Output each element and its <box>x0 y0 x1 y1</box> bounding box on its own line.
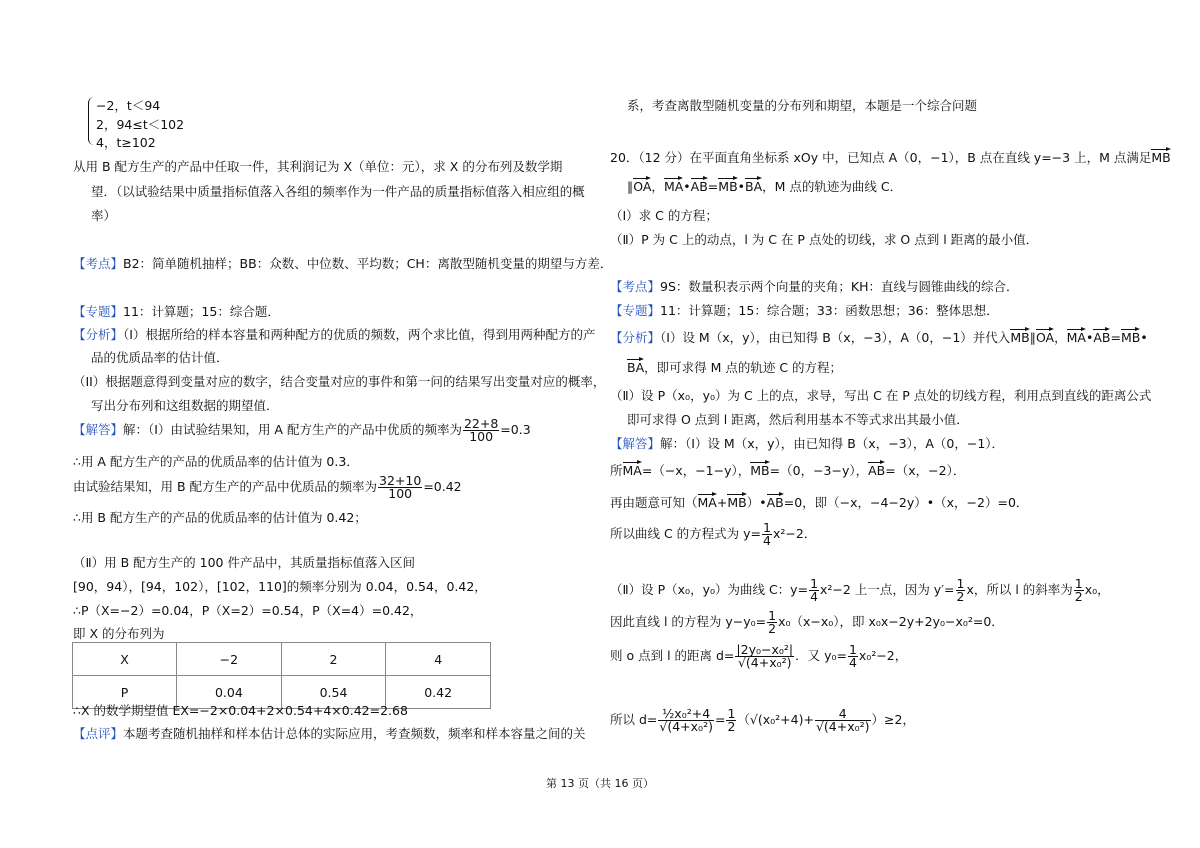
part2-r-text-1d: x₀， <box>1084 582 1110 597</box>
piecewise-case-3: 4，t≥102 <box>96 135 156 150</box>
question-intro-2: 望．（以试验结果中质量指标值落入各组的频率作为一件产品的质量指标值落入相应组的概 <box>91 184 585 199</box>
piecewise-brace <box>88 97 95 145</box>
jieda-line-r1 <box>610 434 1004 452</box>
expectation-line: ∴X 的数学期望值 EX=−2×0.04+2×0.54+4×0.42=2.68 <box>73 703 408 718</box>
fraction-half-2: $\frac{1}{2}$ <box>1074 576 1083 604</box>
table-cell: 0.04 <box>177 676 282 709</box>
part2-r-line-4 <box>610 708 915 733</box>
part2-r-text-2: 因此直线 l 的方程为 y−y₀= <box>610 614 767 629</box>
vector-mb-d: MB <box>727 492 746 510</box>
vector-ab: AB <box>691 176 708 194</box>
vector-ba-a: BA <box>627 357 644 375</box>
fraction-half: $\frac{1}{2}$ <box>956 576 965 604</box>
fraction-half-3: $\frac{1}{2}$ <box>768 608 777 636</box>
zhuanti-text-r: 11：计算题；15：综合题；33：函数思想；36：整体思想． <box>660 303 999 318</box>
part2-r-text-4c: （√(x₀²+4)+ <box>737 712 814 727</box>
vector-mb-a: MB <box>1010 327 1029 345</box>
vector-ab-a: AB <box>1093 327 1110 345</box>
q20-text-2: ，M 点的轨迹为曲线 C． <box>762 179 903 194</box>
vector-ma-b: MA <box>623 460 642 478</box>
vector-mb-b: MB <box>1121 327 1140 345</box>
fenxi-tag-r: 【分析】 <box>610 330 661 345</box>
jieda-text-r2: 所 <box>610 463 623 478</box>
vector-ma: MA <box>664 176 683 194</box>
q20-line-1 <box>610 147 1171 166</box>
distribution-table <box>72 642 491 709</box>
jieda-tag: 【解答】 <box>73 422 124 437</box>
jieda-line-r3: 再由题意可知（MA+MB）•AB=0，即（−x，−4−2y）•（x，−2）=0． <box>610 492 1028 511</box>
vector-mb-c: MB <box>750 460 769 478</box>
piecewise-case-1: −2，t＜94 <box>96 98 161 113</box>
table-cell: −2 <box>177 643 282 676</box>
part2-line-3: ∴P（X=−2）=0.04，P（X=2）=0.54，P（X=4）=0.42， <box>73 603 423 618</box>
jieda-text-1: 解：（I）由试验结果知，用 A 配方生产的产品中优质的频率为 <box>123 422 462 437</box>
b-frequency-text: 由试验结果知，用 B 配方生产的产品中优质品的频率为 <box>73 479 378 494</box>
jieda-text-r3: 再由题意可知（ <box>610 495 698 510</box>
fenxi-text-r1b: ，即可求得 M 点的轨迹 C 的方程； <box>644 360 843 375</box>
table-cell: 0.54 <box>281 676 386 709</box>
b-estimate: ∴用 B 配方生产的产品的优质品率的估计值为 0.42； <box>73 510 367 525</box>
table-cell: X <box>73 643 177 676</box>
kaodian-tag-r: 【考点】 <box>610 279 661 294</box>
jieda-line-r2 <box>610 460 965 479</box>
fraction-quarter: $\frac{1}{4}$ <box>763 520 771 548</box>
fenxi-line-r2: （Ⅱ）设 P（x₀，y₀）为 C 上的点，求导，写出 C 在 P 点处的切线方程，利用点到直线的距离公式 <box>610 388 1152 403</box>
vector-oa-a: OA <box>1036 327 1054 345</box>
table-cell: 2 <box>281 643 386 676</box>
b-frequency-line <box>73 475 462 500</box>
fenxi-line-r3: 即可求得 O 点到 l 距离，然后利用基本不等式求出其最小值． <box>627 412 969 427</box>
jieda-line-r4 <box>610 522 816 547</box>
zhuanti-tag: 【专题】 <box>73 304 124 319</box>
question-intro-3: 率） <box>91 208 117 223</box>
vector-mb-2: MB <box>718 176 737 194</box>
fenxi-tag: 【分析】 <box>73 327 124 342</box>
jieda-text-r1: 解：（Ⅰ）设 M（x，y），由已知得 B（x，−3），A（0，−1）． <box>660 436 1005 451</box>
ab-value: =（x，−2）． <box>885 463 966 478</box>
page-footer: 第 13 页（共 16 页） <box>546 777 654 790</box>
fenxi-text-1: （I）根据所给的样本容量和两种配方的优质的频数，两个求比值，得到用两种配方的产 <box>123 327 596 342</box>
fraction-b: $\frac{32+10}{100}$ <box>379 473 422 501</box>
vector-ab-c: AB <box>767 492 784 510</box>
part2-r-line-3 <box>610 644 907 669</box>
zhuanti-text: 11：计算题；15：综合题． <box>123 304 280 319</box>
fraction-a-result: =0.3 <box>500 422 531 437</box>
question-intro-1: 从用 B 配方生产的产品中任取一件，其利润记为 X（单位：元），求 X 的分布列及数学期 <box>73 159 563 174</box>
fenxi-line-1 <box>73 325 595 343</box>
fraction-half-4: $\frac{1}{2}$ <box>727 706 736 734</box>
piecewise-case-2: 2，94≤t＜102 <box>96 117 185 132</box>
part2-r-text-3: 则 o 点到 l 的距离 d= <box>610 648 735 663</box>
distance-fraction: $\frac{\text{|2y₀−x₀²|}}{\text{√(4+x₀²)}}$ <box>736 642 794 670</box>
jieda-text-r3b: =0，即（−x，−4−2y）•（x，−2）=0． <box>783 495 1029 510</box>
kaodian-text-r: 9S：数量积表示两个向量的夹角；KH：直线与圆锥曲线的综合． <box>660 279 1019 294</box>
mb-value: =（0，−3−y）， <box>769 463 869 478</box>
part2-line-2: [90，94），[94，102），[102，110]的频率分别为 0.04，0.54，0.42， <box>73 579 487 594</box>
part2-r-text-3c: x₀²−2， <box>858 648 908 663</box>
part2-r-text-1b: x²−2 上一点，因为 y′= <box>820 582 955 597</box>
jieda-text-r4: 所以曲线 C 的方程式为 y= <box>610 526 762 541</box>
table-cell: 4 <box>386 643 491 676</box>
table-cell: P <box>73 676 177 709</box>
fenxi-line-r1: 【分析】（Ⅰ）设 M（x，y），由已知得 B（x，−3），A（0，−1）并代入MB∥OA，MA•AB=MB• <box>610 327 1148 346</box>
dianping-continued: 系，考查离散型随机变量的分布列和期望，本题是一个综合问题 <box>627 98 978 113</box>
table-row <box>73 643 491 676</box>
q20-part-i: （Ⅰ）求 C 的方程； <box>610 208 718 223</box>
zhuanti-tag-r: 【专题】 <box>610 303 661 318</box>
a-estimate: ∴用 A 配方生产的产品的优质品率的估计值为 0.3． <box>73 454 359 469</box>
fraction-quarter-2: $\frac{1}{4}$ <box>810 576 819 604</box>
dianping-tag: 【点评】 <box>73 726 124 741</box>
jieda-line-1 <box>73 418 531 443</box>
zhuanti-line-r <box>610 301 999 319</box>
part2-line-1: （Ⅱ）用 B 配方生产的 100 件产品中，其质量指标值落入区间 <box>73 555 415 570</box>
part2-r-line-2 <box>610 610 1004 635</box>
q20-text-1: 20．（12 分）在平面直角坐标系 xOy 中，已知点 A（0，−1），B 点在直线 y=−3 上，M 点满足 <box>610 150 1152 165</box>
equals-sign: = <box>714 712 726 727</box>
curve-equation: x²−2． <box>772 526 817 541</box>
q20-line-2: ∥OA，MA•AB=MB•BA，M 点的轨迹为曲线 C． <box>627 176 902 195</box>
fenxi-line-2: 品的优质品率的估计值． <box>91 350 229 365</box>
ma-value: =（−x，−1−y）， <box>641 463 751 478</box>
fraction-quarter-3: $\frac{1}{4}$ <box>848 642 857 670</box>
fraction-four-over-root: $\frac{4}{\text{√(4+x₀²)}}$ <box>815 706 870 734</box>
part2-r-line-1 <box>610 578 1110 603</box>
fenxi-line-r1b <box>627 357 842 376</box>
vector-ma-a: MA <box>1067 327 1086 345</box>
dianping-line <box>73 724 586 742</box>
part2-r-text-3b: ．又 y₀= <box>795 648 847 663</box>
fenxi-line-3: （II）根据题意得到变量对应的数字，结合变量对应的事件和第一问的结果写出变量对应的概率， <box>73 374 606 389</box>
table-cell: 0.42 <box>386 676 491 709</box>
vector-oa: OA <box>633 176 651 194</box>
part2-r-text-4f: ）≥2， <box>871 712 915 727</box>
kaodian-line-r <box>610 277 1019 295</box>
zhuanti-line <box>73 302 280 320</box>
vector-ma-c: MA <box>698 492 717 510</box>
part2-r-text-1: （Ⅱ）设 P（x₀，y₀）为曲线 C：y= <box>610 582 809 597</box>
kaodian-tag: 【考点】 <box>73 256 124 271</box>
part2-r-text-4: 所以 d= <box>610 712 658 727</box>
kaodian-line <box>73 254 612 272</box>
jieda-tag-r: 【解答】 <box>610 436 661 451</box>
fenxi-line-4: 写出分布列和这组数据的期望值． <box>91 398 279 413</box>
vector-mb: MB <box>1151 147 1170 165</box>
fraction-b-result: =0.42 <box>423 479 462 494</box>
fenxi-text-r1: （Ⅰ）设 M（x，y），由已知得 B（x，−3），A（0，−1）并代入 <box>660 330 1011 345</box>
part2-r-text-1c: x，所以 l 的斜率为 <box>966 582 1073 597</box>
d-fraction: $\frac{\text{½x₀²+4}}{\text{√(4+x₀²)}}$ <box>659 706 713 734</box>
part2-r-text-2b: x₀（x−x₀），即 x₀x−2y+2y₀−x₀²=0． <box>778 614 1004 629</box>
fraction-a: $\frac{22+8}{100}$ <box>463 416 499 444</box>
distribution-title: 即 X 的分布列为 <box>73 626 165 641</box>
dianping-text: 本题考查随机抽样和样本估计总体的实际应用，考查频数，频率和样本容量之间的关 <box>123 726 586 741</box>
q20-part-ii: （Ⅱ）P 为 C 上的动点，l 为 C 在 P 点处的切线，求 O 点到 l 距离的最小值． <box>610 232 1039 247</box>
kaodian-text: B2：简单随机抽样；BB：众数、中位数、平均数；CH：离散型随机变量的期望与方差． <box>123 256 613 271</box>
vector-ba: BA <box>745 176 762 194</box>
vector-ab-b: AB <box>868 460 885 478</box>
